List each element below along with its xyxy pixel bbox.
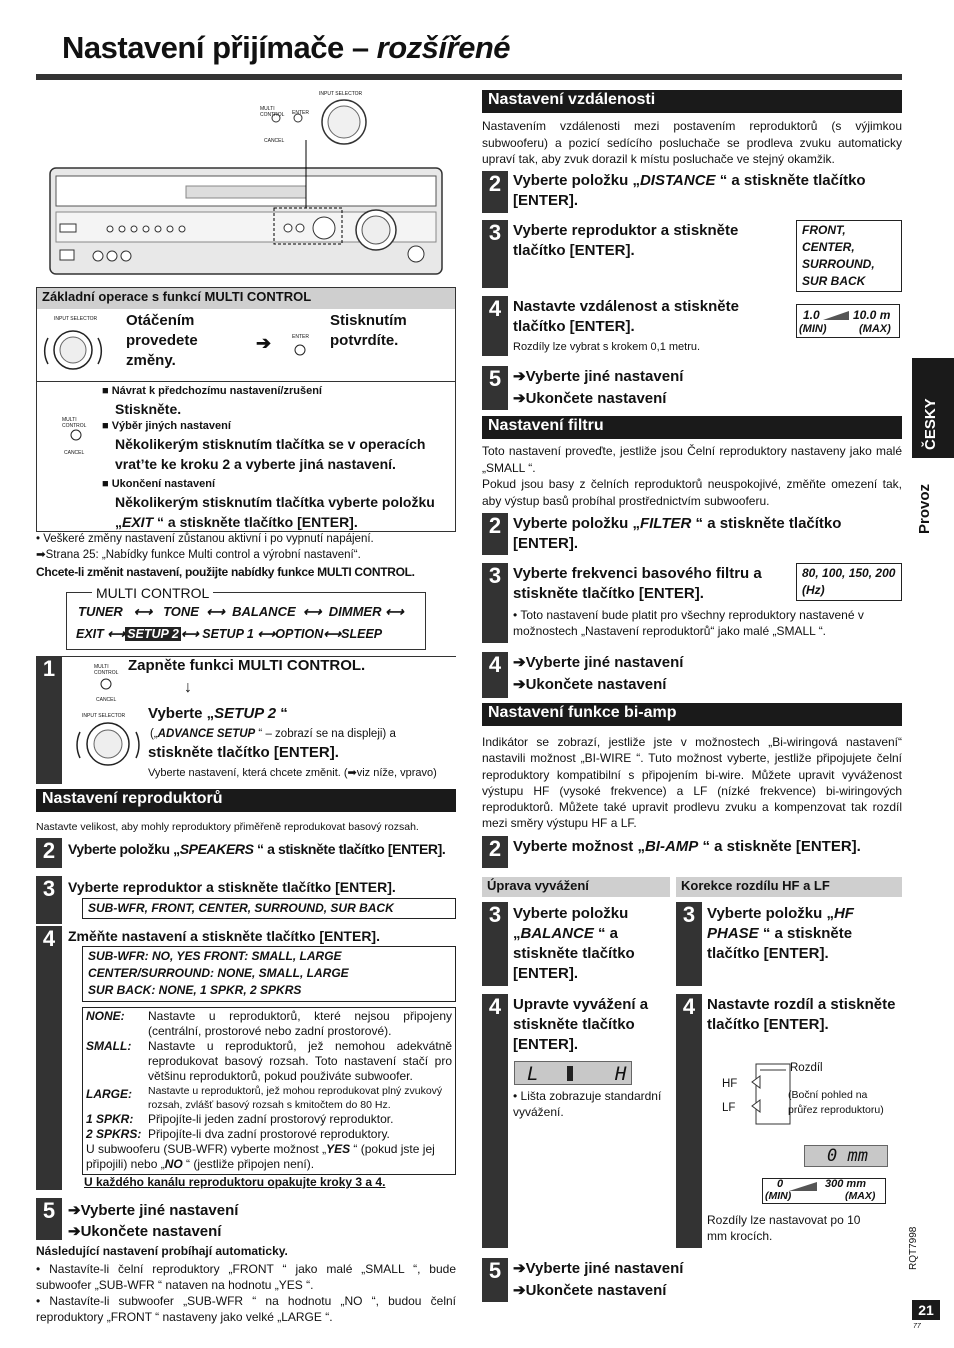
speakers-step5: ➔Vyberte jiné nastavení ➔Ukončete nastavení bbox=[68, 1202, 239, 1240]
biamp-r3-bar: 3 bbox=[676, 902, 702, 986]
side-view-note: (Boční pohled na průřez reproduktoru) bbox=[788, 1089, 884, 1116]
filter-step2-bar: 2 bbox=[482, 513, 508, 555]
mc-menu-row1: TUNER ⟷ TONE ⟷ BALANCE ⟷ DIMMER ⟷ bbox=[78, 604, 404, 619]
balance-marker bbox=[567, 1066, 573, 1081]
distance-range-box: 1.0 10.0 m (MIN) (MAX) bbox=[796, 304, 900, 338]
biamp-intro: Indikátor se zobrazí, jestliže jste v možnostech „Bi-wiringová nastavení“ nastavili možnost „BI-WIRE “. Tuto možnost vyberte, jestliže připojujete čelní reproduktory kompatibilní s připojením bi-wire. Můžete upravit vyváženost výstupu HF (vysoké frekvence) a LF (nízké frekvence) bi-wiringových reproduktorů. Můžete také upravit prodlevu zvuku a kompenzovat tak rozdíl mezi směry výstupu HF a LF. bbox=[482, 735, 902, 831]
speaker-section-diagram bbox=[738, 1062, 794, 1128]
section-label: Provoz bbox=[916, 483, 933, 534]
auto-notes: • Nastavíte-li čelní reproduktory „FRONT “ jako malé „SMALL “, bude subwoofer „SUB-WFR “ nataven na hodnotu „YES “. • Nastavíte-li subwoofer „SUB-WFR “ na hodnotu „NO “, budou čelní reproduktory „FRONT “ nastaveny jako velké „LARGE “. bbox=[36, 1262, 456, 1324]
speakers-intro: Nastavte velikost, aby mohly reproduktory přiměřeně reprodukovat basový rozsah. bbox=[36, 821, 419, 833]
speakers-header: Nastavení reproduktorů bbox=[36, 789, 456, 812]
filter-step4: ➔Vyberte jiné nastavení ➔Ukončete nastavení bbox=[513, 654, 684, 693]
cancel-label: CANCEL bbox=[264, 138, 285, 144]
enter-label: ENTER bbox=[292, 110, 309, 116]
mc-menu-title: MULTI CONTROL bbox=[92, 585, 213, 601]
speakers-step4-box: SUB-WFR: NO, YES FRONT: SMALL, LARGE CENTER/SURROUND: NONE, SMALL, LARGE SUR BACK: NONE, 1 SPKR, 2 SPKRS bbox=[82, 946, 456, 1002]
basic-header: Základní operace s funkcí MULTI CONTROL bbox=[37, 288, 455, 309]
biamp-col-right: Korekce rozdílu HF a LF bbox=[676, 877, 902, 897]
note-3: Chcete-li změnit nastavení, použijte nabídky funkce MULTI CONTROL. bbox=[36, 565, 415, 579]
b2-label: Výběr jiných nastavení bbox=[111, 420, 231, 432]
filter-intro: Toto nastavení proveďte, jestliže jsou Čelní reproduktory nastaveny jako malé „SMALL “. Pokud jsou basy z čelních reproduktorů neuspokojivé, změňte omezení tak, aby výstup basů probíhal prostřednictvím subwooferu. bbox=[482, 444, 902, 508]
title-rule bbox=[36, 74, 902, 80]
repeat-note: U každého kanálu reproduktoru opakujte kroky 3 a 4. bbox=[84, 1175, 386, 1189]
distance-header: Nastavení vzdálenosti bbox=[482, 90, 902, 113]
speakers-step3-bar: 3 bbox=[36, 876, 62, 924]
b1-text: Stiskněte. bbox=[115, 401, 182, 417]
hf-phase-lcd: 0 mm bbox=[804, 1145, 888, 1167]
mc-menu-row2: EXIT ⟷ SETUP 2 ⟷ SETUP 1 ⟷OPTION⟷SLEEP bbox=[76, 627, 383, 641]
balance-lcd: L H bbox=[514, 1061, 632, 1085]
arrow-right-icon: ➔ bbox=[256, 333, 272, 353]
knob-label: INPUT SELECTOR bbox=[54, 316, 98, 322]
speakers-step2-bar: 2 bbox=[36, 838, 62, 868]
filter-header: Nastavení filtru bbox=[482, 416, 902, 439]
step1-knob-label: INPUT SELECTOR bbox=[82, 713, 126, 719]
biamp-r4: Nastavte rozdíl a stiskněte tlačítko [ENTER]. bbox=[707, 996, 896, 1033]
hf-range-wedge bbox=[789, 1182, 817, 1192]
doc-code: RQT7998 bbox=[908, 1226, 919, 1270]
hf-label: HF bbox=[722, 1078, 738, 1090]
step1-a: Zapněte funkci MULTI CONTROL. bbox=[128, 657, 366, 674]
speakers-def-box: NONE: Nastavte u reproduktorů, které nejsou připojeny (centrální, prostorové nebo zadní prostorové). SMALL: Nastavte u reproduktorů, jež nemohou adekvátně reprodukovat basový rozsah. Toto nastavení stačí pro většinu reproduktorů, pokud použiváte subwoofer. LARGE: Nastavte u reproduktorů, jež mohou reprodukovat plný zvukový rozsah, zvlášť basový rozsah s kmitočtem do 80 Hz. 1 SPKR: Připojíte-li jeden zadní prostorový reproduktor. 2 SPKRS: Připojíte-li dva zadní prostorové reproduktory. U subwooferu (SUB-WFR) vyberte možnost „YES “ (pokud jste jej připojili) nebo „NO “ (jestliže připojen není). bbox=[82, 1007, 456, 1175]
filter-step4-bar: 4 bbox=[482, 652, 508, 698]
auto-title: Následující nastavení probíhají automaticky. bbox=[36, 1244, 288, 1258]
biamp-l4: Upravte vyvážení a stiskněte tlačítko [ENTER]. bbox=[513, 996, 649, 1053]
biamp-l4-note: • Lišta zobrazuje standardní vyvážení. bbox=[513, 1089, 662, 1119]
filter-step3-bar: 3 bbox=[482, 563, 508, 643]
knob-icon bbox=[42, 324, 104, 380]
step1-b: Vyberte „SETUP 2 “ bbox=[148, 705, 288, 722]
step1-e: Vyberte nastavení, která chcete změnit. (➡viz níže, vpravo) bbox=[148, 767, 437, 779]
subwoofer-note: U subwooferu (SUB-WFR) vyberte možnost „YES “ (pokud jste jej připojili) nebo „NO “ (jestliže připojen není). bbox=[86, 1142, 435, 1171]
speakers-step3: Vyberte reproduktor a stiskněte tlačítko [ENTER]. bbox=[68, 879, 396, 895]
step1-mc-button-icon bbox=[96, 674, 116, 694]
filter-step3-note: • Toto nastavení bude platit pro všechny reproduktory nastavené v možnostech „Nastavení reproduktorů“ jako malé „SMALL “. bbox=[513, 608, 864, 638]
biamp-step2-bar: 2 bbox=[482, 836, 508, 868]
rotate-text: Otáčením provedete změny. bbox=[126, 312, 198, 369]
distance-step2: Vyberte položku „DISTANCE “ a stiskněte tlačítko [ENTER]. bbox=[513, 172, 866, 209]
filter-step3: Vyberte frekvenci basového filtru a stiskněte tlačítko [ENTER]. bbox=[513, 565, 762, 602]
multi-control-label: MULTI CONTROL bbox=[260, 106, 285, 118]
press-text: Stisknutím potvrdíte. bbox=[330, 312, 407, 349]
rozdil-label: Rozdíl bbox=[790, 1062, 823, 1074]
step1-knob-icon bbox=[74, 716, 144, 776]
cancel-icon-label: CANCEL bbox=[64, 450, 85, 456]
sub-page: 77 bbox=[913, 1323, 921, 1330]
page-number: 21 bbox=[912, 1300, 940, 1320]
distance-step3-box: FRONT, CENTER, SURROUND, SUR BACK bbox=[796, 220, 902, 292]
step1-mc-label: MULTI CONTROL bbox=[94, 664, 119, 676]
distance-step4-bar: 4 bbox=[482, 296, 508, 356]
arrow-down-icon: ↓ bbox=[184, 679, 192, 696]
range-wedge bbox=[823, 311, 849, 321]
distance-step2-bar: 2 bbox=[482, 171, 508, 213]
receiver-illustration bbox=[36, 88, 456, 284]
biamp-l4-bar: 4 bbox=[482, 994, 508, 1248]
distance-step4-note: Rozdíly lze vybrat s krokem 0,1 metru. bbox=[513, 341, 701, 353]
distance-intro: Nastavením vzdálenosti mezi postavením reproduktorů (s výjimkou subwooferu) a pozicí sedícího posluchače se prodleva zvuku automaticky upraví tak, aby zvuk dorazil k místu posluchače ve stejný okamžik. bbox=[482, 119, 902, 166]
biamp-r3: Vyberte položku „HF PHASE “ a stiskněte tlačítko [ENTER]. bbox=[707, 905, 854, 962]
input-selector-label: INPUT SELECTOR bbox=[319, 91, 363, 97]
b3-text: Několikerým stisknutím tlačítka vyberte položku „EXIT “ a stiskněte tlačítko [ENTER]. bbox=[115, 494, 435, 530]
b1-label: Návrat k předchozímu nastavení/zrušení bbox=[111, 385, 322, 397]
biamp-r4-bar: 4 bbox=[676, 994, 702, 1248]
filter-step3-box: 80, 100, 150, 200 (Hz) bbox=[796, 563, 902, 601]
biamp-l3-bar: 3 bbox=[482, 902, 508, 986]
page-title: Nastavení přijímače – rozšířené bbox=[62, 30, 511, 65]
distance-step3: Vyberte reproduktor a stiskněte tlačítko [ENTER]. bbox=[513, 222, 739, 259]
notes bbox=[36, 531, 456, 580]
mc-icon-label: MULTI CONTROL bbox=[62, 417, 87, 429]
biamp-step2: Vyberte možnost „BI-AMP “ a stiskněte [ENTER]. bbox=[513, 838, 861, 855]
step1-cancel-label: CANCEL bbox=[96, 697, 117, 703]
step-1-bar: 1 bbox=[36, 656, 62, 784]
b2-text: Několikerým stisknutím tlačítka se v operacích vrat’te ke kroku 2 a vyberte jiná nastavení. bbox=[115, 436, 426, 472]
filter-step2: Vyberte položku „FILTER “ a stiskněte tlačítko [ENTER]. bbox=[513, 515, 842, 552]
lf-label: LF bbox=[722, 1102, 736, 1114]
b3-label: Ukončení nastavení bbox=[111, 478, 216, 490]
setup2-highlight: SETUP 2 bbox=[127, 627, 179, 641]
biamp-step5-bar: 5 bbox=[482, 1258, 508, 1302]
biamp-col-left: Úprava vyvážení bbox=[482, 877, 670, 897]
speakers-step2: Vyberte položku „SPEAKERS “ a stiskněte tlačítko [ENTER]. bbox=[68, 841, 446, 857]
biamp-l3: Vyberte položku „BALANCE “ a stiskněte tlačítko [ENTER]. bbox=[513, 905, 635, 982]
biamp-r4-note: Rozdíly lze nastavovat po 10 mm krocích. bbox=[707, 1213, 861, 1243]
distance-step5: ➔Vyberte jiné nastavení ➔Ukončete nastavení bbox=[513, 368, 684, 407]
distance-step5-bar: 5 bbox=[482, 366, 508, 410]
basic-divider bbox=[36, 381, 456, 382]
enter-icon-label: ENTER bbox=[292, 334, 309, 340]
distance-step3-bar: 3 bbox=[482, 220, 508, 288]
language-tab: ČESKY bbox=[912, 358, 954, 458]
speakers-step3-box: SUB-WFR, FRONT, CENTER, SURROUND, SUR BACK bbox=[82, 898, 456, 919]
speakers-step5-bar: 5 bbox=[36, 1198, 62, 1240]
hf-range-box: 0 300 mm (MIN) (MAX) bbox=[762, 1178, 886, 1204]
basic-options: ■ Návrat k předchozímu nastavení/zrušení Stiskněte. ■ Výběr jiných nastavení Několikerým stisknutím tlačítka se v operacích vrat’te ke kroku 2 a vyberte jiná nastavení. ■ Ukončení nastavení Několikerým stisknutím tlačítka vyberte položku „EXIT “ a stiskněte tlačítko [ENTER]. bbox=[102, 383, 454, 532]
step1-c: („ADVANCE SETUP “ – zobrazí se na displeji) a bbox=[150, 728, 396, 740]
speakers-step4-bar: 4 bbox=[36, 926, 62, 1190]
distance-step4: Nastavte vzdálenost a stiskněte tlačítko [ENTER]. bbox=[513, 298, 739, 335]
note-1: • Veškeré změny nastavení zůstanou aktivní i po vypnutí napájení. bbox=[36, 533, 374, 545]
enter-button-icon bbox=[290, 340, 310, 360]
speakers-step4: Změňte nastavení a stiskněte tlačítko [ENTER]. bbox=[68, 928, 380, 944]
note-2: ➡Strana 25: „Nabídky funkce Multi control a výrobní nastavení“. bbox=[36, 549, 361, 561]
biamp-header: Nastavení funkce bi-amp bbox=[482, 703, 902, 726]
biamp-step5: ➔Vyberte jiné nastavení ➔Ukončete nastavení bbox=[513, 1260, 684, 1299]
step1-d: stiskněte tlačítko [ENTER]. bbox=[148, 744, 339, 761]
